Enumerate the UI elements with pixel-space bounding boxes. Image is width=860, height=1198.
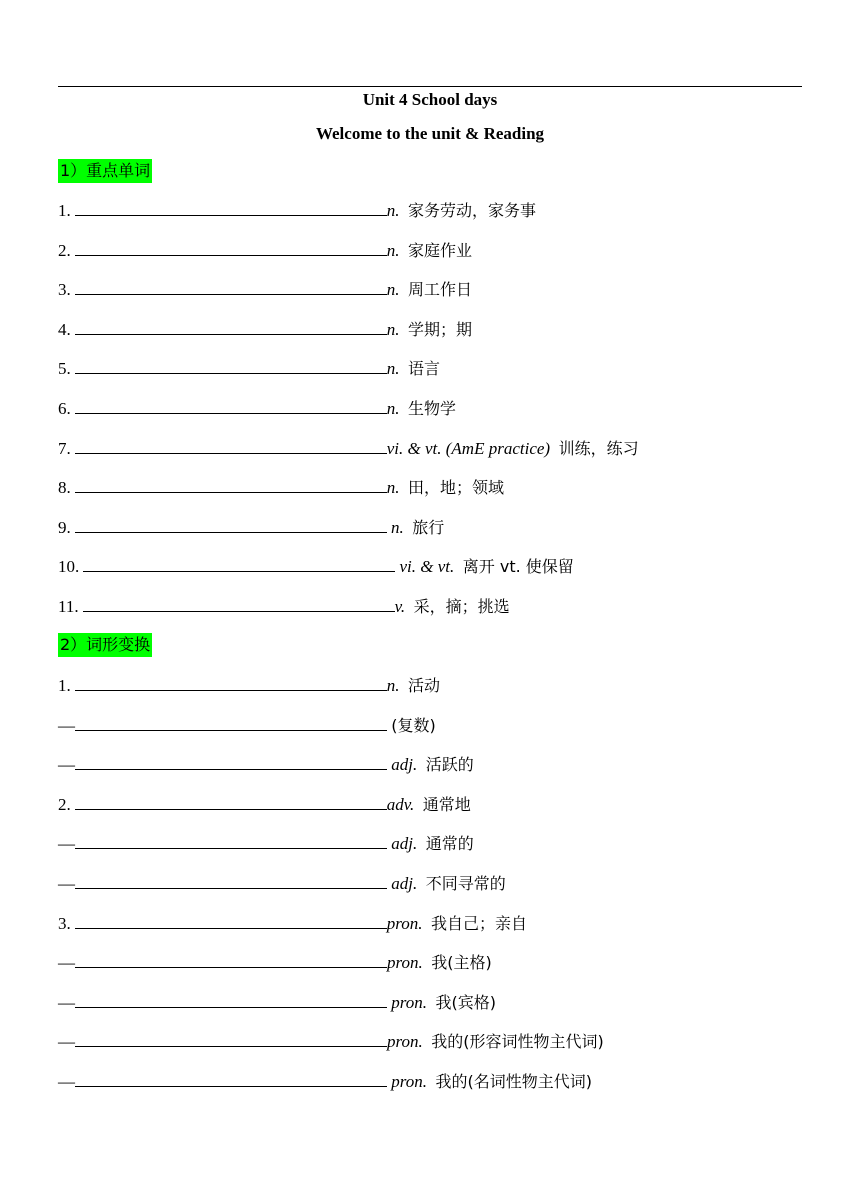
vocab-item [58,514,444,540]
item-dash: — [58,953,75,972]
wordform-item [58,949,492,975]
item-number: 9. [58,518,71,537]
lesson-subtitle: Welcome to the unit & Reading [315,124,545,143]
item-dash: — [58,1072,75,1091]
wordform-item [58,672,440,698]
item-number: 1. [58,676,71,695]
part-of-speech: pron. [391,993,427,1012]
item-number: 3. [58,280,71,299]
vocab-item [58,593,510,619]
item-number: 6. [58,399,71,418]
unit-title: Unit 4 School days [362,90,498,109]
item-number: 2. [58,241,71,260]
part-of-speech: vi. & vt. (AmE practice) [386,439,551,458]
meaning: 训练，练习 [558,439,639,458]
part-of-speech: n. [386,399,400,418]
part-of-speech: n. [386,320,400,339]
meaning: 我自己；亲自 [431,914,528,933]
vocab-item [58,355,440,381]
part-of-speech: pron. [387,953,423,972]
vocab-item [58,435,639,461]
part-of-speech: n. [386,359,400,378]
meaning: 我(宾格) [435,993,496,1012]
answer-blank[interactable] [75,751,387,770]
answer-blank[interactable] [75,791,387,810]
part-of-speech: adj. [391,755,418,774]
meaning: 通常地 [422,795,471,814]
part-of-speech: adj. [391,834,418,853]
answer-blank[interactable] [75,870,387,889]
vocab-item [58,553,574,579]
item-number: 10. [58,557,80,576]
meaning: 周工作日 [408,280,473,299]
answer-blank[interactable] [75,276,387,295]
item-number: 1. [58,201,71,220]
meaning: 我(主格) [431,953,492,972]
item-dash: — [58,716,75,735]
item-number: 8. [58,478,71,497]
section-word-forms-label: 2）词形变换 [58,633,152,657]
wordform-item [58,870,506,896]
answer-blank[interactable] [75,910,387,929]
wordform-item [58,791,471,817]
wordform-item [58,712,436,738]
wordform-item [58,989,496,1015]
vocab-item [58,316,472,342]
meaning: 通常的 [425,834,474,853]
header-rule [58,86,802,87]
part-of-speech: pron. [386,914,423,933]
vocab-item [58,197,536,223]
item-number: 4. [58,320,71,339]
meaning: 家务劳动，家务事 [408,201,537,220]
wordform-item [58,751,474,777]
answer-blank[interactable] [83,553,395,572]
meaning: 家庭作业 [408,241,473,260]
answer-blank[interactable] [75,514,387,533]
wordform-item [58,830,474,856]
answer-blank[interactable] [75,672,387,691]
answer-blank[interactable] [75,316,387,335]
meaning: 离开 vt. 使保留 [462,557,574,576]
answer-blank[interactable] [75,474,387,493]
answer-blank[interactable] [83,593,395,612]
meaning: 生物学 [408,399,457,418]
part-of-speech: n. [386,241,400,260]
answer-blank[interactable] [75,197,387,216]
meaning: 活跃的 [425,755,474,774]
meaning: 旅行 [412,518,445,537]
part-of-speech: n. [391,518,404,537]
answer-blank[interactable] [75,355,387,374]
part-of-speech: vi. & vt. [399,557,455,576]
answer-blank[interactable] [75,395,387,414]
meaning: 学期；期 [408,320,473,339]
wordform-item [58,1068,592,1094]
answer-blank[interactable] [75,989,387,1008]
meaning: (复数) [391,716,436,735]
section-key-words-label: 1）重点单词 [58,159,152,183]
vocab-item [58,276,472,302]
item-dash: — [58,874,75,893]
answer-blank[interactable] [75,1028,387,1047]
vocab-item [58,395,456,421]
meaning: 语言 [408,359,441,378]
part-of-speech: n. [386,478,400,497]
part-of-speech: pron. [387,1032,423,1051]
answer-blank[interactable] [75,435,387,454]
meaning: 我的(形容词性物主代词) [431,1032,604,1051]
item-dash: — [58,1032,75,1051]
part-of-speech: adv. [386,795,415,814]
item-number: 5. [58,359,71,378]
vocab-item [58,237,472,263]
part-of-speech: v. [394,597,406,616]
answer-blank[interactable] [75,1068,387,1087]
meaning: 我的(名词性物主代词) [435,1072,592,1091]
item-number: 11. [58,597,79,616]
item-dash: — [58,755,75,774]
answer-blank[interactable] [75,949,387,968]
item-number: 3. [58,914,71,933]
answer-blank[interactable] [75,830,387,849]
part-of-speech: n. [386,676,400,695]
part-of-speech: n. [386,280,400,299]
part-of-speech: adj. [391,874,418,893]
part-of-speech: n. [386,201,400,220]
item-number: 2. [58,795,71,814]
meaning: 活动 [408,676,441,695]
meaning: 田，地；领域 [408,478,505,497]
meaning: 采，摘；挑选 [413,597,510,616]
item-dash: — [58,834,75,853]
answer-blank[interactable] [75,712,387,731]
wordform-item [58,910,527,936]
item-dash: — [58,993,75,1012]
answer-blank[interactable] [75,237,387,256]
vocab-item [58,474,504,500]
part-of-speech: pron. [391,1072,427,1091]
item-number: 7. [58,439,71,458]
wordform-item [58,1028,604,1054]
meaning: 不同寻常的 [425,874,506,893]
